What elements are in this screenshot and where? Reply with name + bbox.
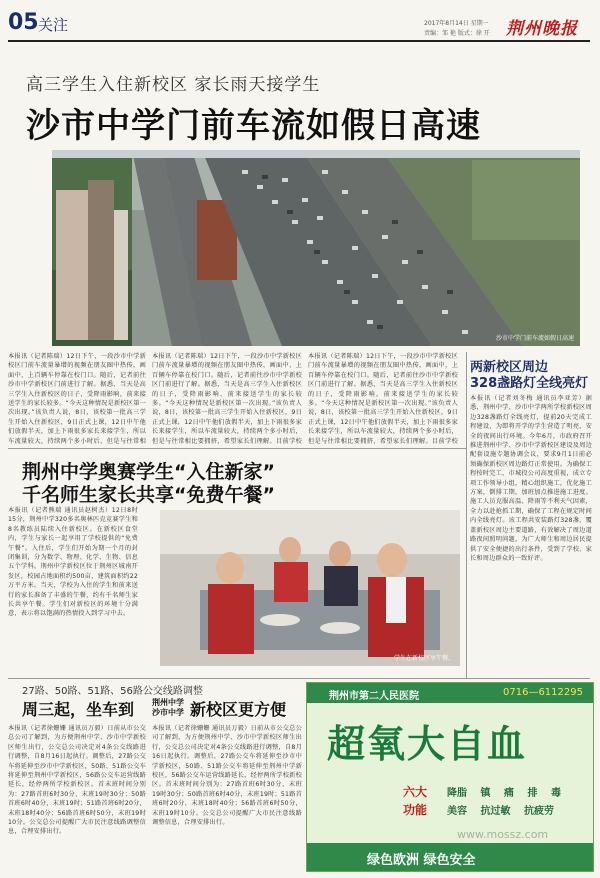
bus-body-col1: 本报讯（记者徐姗姗 通讯员万毅）日前从市公交总公司了解到，为方便荆州中学、沙市中学新校区师生出行，公交总公司决定对4条公交线路进行调整，自8月16日起执行。调整后，27路公交车将延伸至沙市中学新校区，50路、51路公交车将延伸至荆州中学新校区，56路公交车运营线路延长，经停两所学校新校区。首末班时间分别为：27路首班6时30分，末班19时30分；50路首班6时40分，末班19时；51路首班6时20分，末班18时40分；56路首班6时50分，末班19时10分。公交总公司提醒广大市民注意线路调整信息，合理安排出行。	[8, 725, 146, 836]
bus-headline-small-1: 荆州中学	[152, 698, 184, 707]
ad-slogan: 绿色欧洲 绿色安全	[367, 853, 476, 868]
ad-item: 美容	[447, 806, 467, 817]
ad-item: 痛	[503, 788, 514, 799]
lead-body-col2: 本报讯（记者陈瑞）12日下午，一段沙市中学新校区门前车流量暴增的视频在朋友圈中热传，画面中，上百辆车停靠在校门口。随后，记者前往沙市中学新校区门前进行了解。据悉，当天是高三学生入住新校区的日子，受降雨影响，前来接送学生的家长较多。“今天这种情况是新校区第一次出现。”该负责人说，8日，该校第一批高三学生开始入住新校区，9日正式上课，12日中午他们放假半天，加上下雨很多家长来接学生，所以车流量较大，持续两个多小时后，但是与往常相比要拥挤，希望家长们理解。目前学校	[152, 353, 302, 445]
lunch-photo-caption: 学生在新校区享午餐。	[393, 655, 454, 662]
ad-item: 镇	[480, 788, 491, 799]
lunch-photo	[160, 510, 460, 666]
date-line: 2017年8月14日 星期一	[424, 20, 489, 27]
second-headline-2: 千名师生家长共享“免费午餐”	[22, 484, 275, 506]
lead-kicker: 高三学生入住新校区 家长雨天接学生	[26, 75, 321, 95]
ad-title: 超氧大自血	[327, 722, 528, 766]
bus-headline-small-2: 沙市中学	[152, 708, 184, 717]
lead-body-rule	[8, 448, 466, 449]
hospital-ad[interactable]	[306, 682, 594, 872]
sidebar-rule	[466, 352, 467, 678]
ad-left-2: 功能	[403, 803, 428, 817]
second-rule	[8, 678, 590, 679]
second-headline-1: 荆州中学奥赛学生“入住新家”	[22, 461, 275, 483]
lead-body-col1: 本报讯（记者陈瑞）12日下午，一段沙市中学新校区门前车流量暴增的视频在朋友圈中热传，画面中，上百辆车停靠在校门口。随后，记者前往沙市中学新校区门前进行了解。据悉，当天是高三学生入住新校区的日子，受降雨影响，前来接送学生的家长较多。“今天这种情况是新校区第一次出现。”该负责人说，8日，该校第一批高三学生开始入住新校区，9日正式上课，12日中午他们放假半天，加上下雨很多家长来接学生，所以车流量较大，持续两个多小时后，但是与往常相	[8, 353, 146, 445]
sidebar-body: 本报讯（记者刘冬梅 通讯员李亚芳）据悉，荆州中学、沙市中学两所学校新校区周边328盏路灯全线亮灯，提前20天完成工程建设，为即将开学的学生营造了明亮、安全的夜间出行环境。今年6月，市政府召开推进荆州中学、沙市中学新校区建设及周边配套设施专题协调会议，要求9月1日前必须确保新校区周边路灯正常使用。为确保工程按时完工，市城投公司高度重视，成立专项工作领导小组，精心组织施工，优化施工方案，倒排工期，加班加点推进施工进度。施工人员克服高温、降雨等不利天气因素，全力以赴抢抓工期，确保了工程在规定时间内全线亮灯。该工程共安装路灯328盏，覆盖新校区周边主要道路，有效解决了周边道路夜间照明问题，为广大师生和周边居民提供了安全便捷的出行条件，受到了学校、家长和周边群众的一致好评。	[470, 395, 592, 562]
hospital-name: 荆州市第二人民医院	[329, 691, 419, 702]
page-number: 05	[8, 10, 39, 35]
lead-body-col3: 本报讯（记者陈瑞）12日下午，一段沙市中学新校区门前车流量暴增的视频在朋友圈中热传，画面中，上百辆车停靠在校门口。随后，记者前往沙市中学新校区门前进行了解。据悉，当天是高三学生入住新校区的日子，受降雨影响，前来接送学生的家长较多。“今天这种情况是新校区第一次出现。”该负责人说，8日，该校第一批高三学生开始入住新校区，9日正式上课，12日中午他们放假半天，加上下雨很多家长来接学生，所以车流量较大，持续两个多小时后，但是与往常相比要拥挤，希望家长们理解。目前学校	[308, 353, 458, 445]
ad-item: 毒	[550, 788, 561, 799]
ad-items-row1	[447, 784, 571, 799]
traffic-photo-art	[52, 150, 580, 346]
paper-logo: 荆州晚报	[506, 19, 578, 39]
section-label: 关注	[38, 16, 69, 34]
bus-kicker: 27路、50路、51路、56路公交线路调整	[22, 686, 203, 697]
ad-items-row2	[447, 802, 564, 817]
ad-phone: 0716—6112295	[503, 687, 583, 698]
lead-headline: 沙市中学门前车流如假日高速	[26, 106, 481, 146]
ad-watermark: www.mossz.com	[457, 828, 549, 841]
ad-item: 抗过敏	[480, 806, 511, 817]
ad-item: 排	[527, 788, 538, 799]
bus-headline-b: 新校区更方便	[190, 700, 287, 719]
bus-body-col2: 本报讯（记者徐姗姗 通讯员万毅）日前从市公交总公司了解到，为方便荆州中学、沙市中学新校区师生出行，公交总公司决定对4条公交线路进行调整，自8月16日起执行。调整后，27路公交车将延伸至沙市中学新校区，50路、51路公交车将延伸至荆州中学新校区，56路公交车运营线路延长，经停两所学校新校区。首末班时间分别为：27路首班6时30分，末班19时30分；50路首班6时40分，末班19时；51路首班6时20分，末班18时40分；56路首班6时50分，末班19时10分。公交总公司提醒广大市民注意线路调整信息，合理安排出行。	[152, 725, 302, 827]
second-body-col1: 本报讯（记者熊瑞 通讯员赵树杰）12日8时15分，荆州中学320多名奥林匹克竞赛学生和8名教练员陆续入住新校区。在新校区食堂内，学生与家长一起享用了学校提供的“免费午餐”。入住后，学生们开始为期一个月的封闭集训，分为数学、物理、化学、生物、信息五个学科。荆州中学新校区位于荆州区城南开发区，校园占地面积约500亩，建筑面积约22万平方米。当天，学校为入住的学生和前来送行的家长准备了丰盛的午餐，约有千名师生家长共享午餐。学生们对新校区的环境十分满意，表示将以饱满的热情投入到学习中去。	[8, 507, 138, 618]
editor-line: 责编：邹 艳 版式：徐 开	[424, 30, 490, 37]
traffic-photo	[52, 150, 580, 346]
ad-left-1: 六大	[403, 785, 428, 799]
header-rule	[8, 40, 590, 42]
traffic-photo-caption: 沙市中学门前车流如假日高速	[495, 335, 574, 342]
ad-item: 抗疲劳	[523, 806, 554, 817]
bus-headline-a: 周三起，坐车到	[22, 700, 135, 719]
sidebar-headline-1: 两新校区周边	[470, 360, 549, 375]
sidebar-headline-2: 328盏路灯全线亮灯	[470, 376, 589, 391]
ad-item: 降脂	[447, 788, 467, 799]
lunch-photo-art	[160, 510, 460, 666]
